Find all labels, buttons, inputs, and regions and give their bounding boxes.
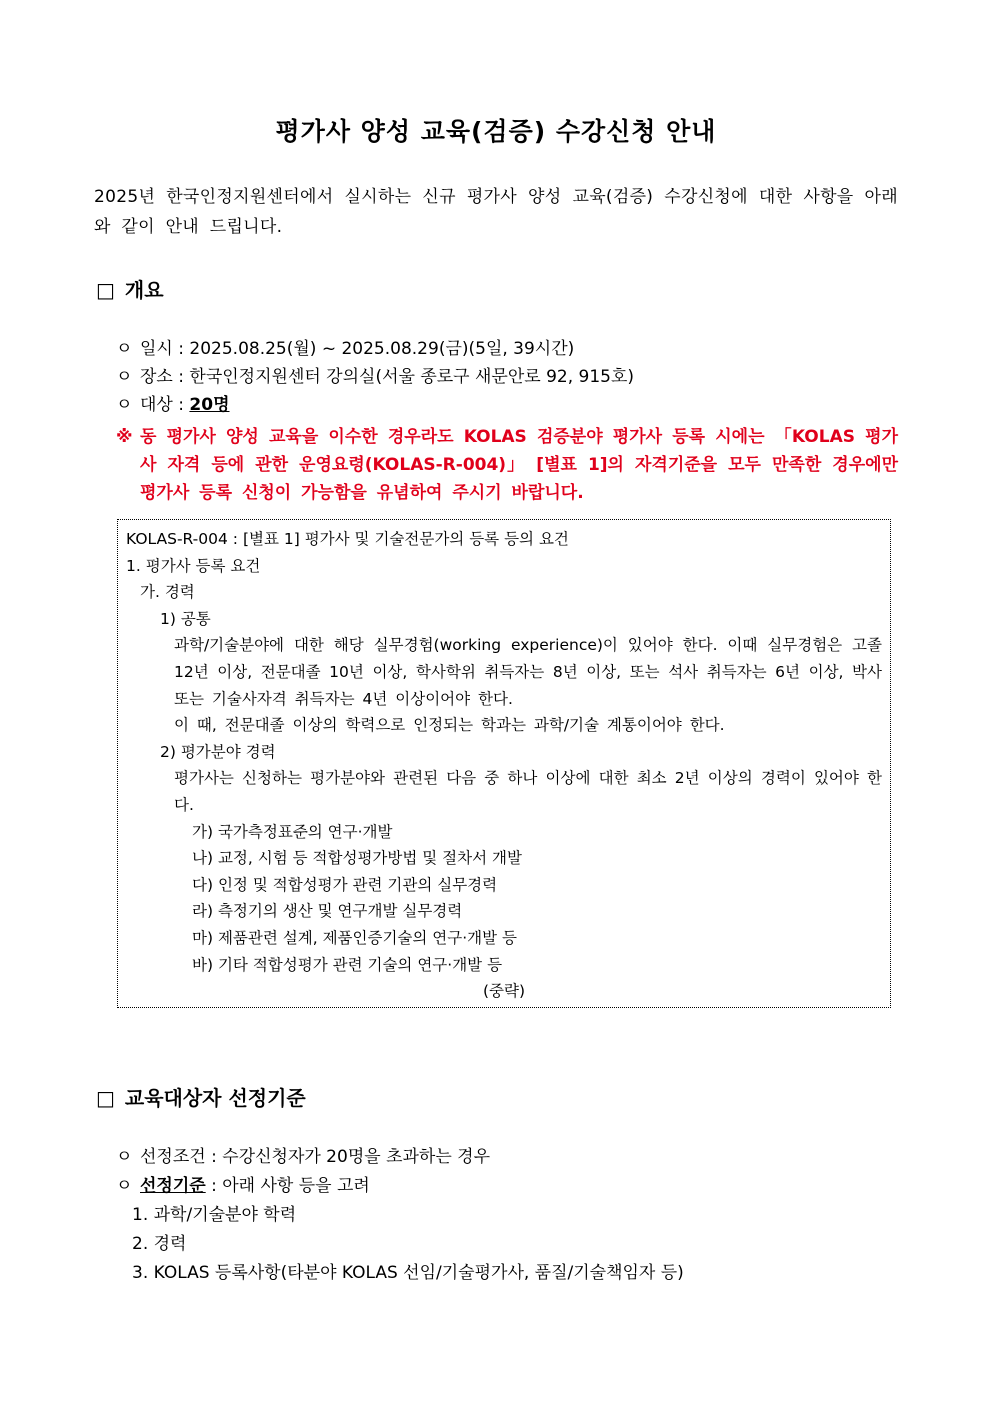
- bullet-value: 20명: [189, 395, 230, 415]
- excerpt-item: 바) 기타 적합성평가 관련 기술의 연구·개발 등: [192, 955, 503, 974]
- criteria-item: 3. KOLAS 등록사항(타분야 KOLAS 선임/기술평가사, 품질/기술책임자 등): [132, 1263, 684, 1283]
- excerpt-item: 다) 인정 및 적합성평가 관련 기관의 실무경력: [192, 875, 498, 894]
- bullet-date: ㅇ 일시 : 2025.08.25(월) ~ 2025.08.29(금)(5일, 39시간): [116, 335, 900, 363]
- excerpt-header: KOLAS-R-004 : [별표 1] 평가사 및 기술전문가의 등록 등의 요건: [126, 530, 569, 548]
- bullet-label: 선정조건: [140, 1147, 206, 1167]
- circle-bullet-icon: ㅇ: [116, 367, 133, 387]
- section-title: 개요: [124, 278, 164, 302]
- excerpt-item: 마) 제품관련 설계, 제품인증기술의 연구·개발 등: [192, 928, 518, 947]
- bullet-label: 일시: [140, 339, 173, 359]
- excerpt-paragraph: 과학/기술분야에 대한 해당 실무경험(working experience)이 있어야 한다. 이때 실무경험은 고졸 12년 이상, 전문대졸 10년 이상, 학사학위 취득자는 8년 이상, 또는 석사 취득자는 6년 이상, 박사 또는 기술사자격 취득자는 4년 이상이어야 한다.: [174, 636, 882, 708]
- excerpt-line: 1) 공통: [160, 609, 211, 628]
- note-text: 동 평가사 양성 교육을 이수한 경우라도 KOLAS 검증분야 평가사 등록 시에는 「KOLAS 평가사 자격 등에 관한 운영요령(KOLAS-R-004)」 [별표 1]의 자격기준을 모두 만족한 경우에만 평가사 등록 신청이 가능함을 유념하여 주시기 바랍니다.: [140, 427, 898, 503]
- intro-paragraph: 2025년 한국인정지원센터에서 실시하는 신규 평가사 양성 교육(검증) 수강신청에 대한 사항을 아래와 같이 안내 드립니다.: [94, 187, 898, 237]
- criteria-item: 1. 과학/기술분야 학력: [132, 1205, 297, 1225]
- bullet-label: 선정기준: [140, 1176, 206, 1196]
- bullet-criteria: ㅇ 선정기준 : 아래 사항 등을 고려: [116, 1172, 684, 1201]
- document-title: 평가사 양성 교육(검증) 수강신청 안내: [275, 117, 717, 146]
- selection-bullets: [116, 1143, 684, 1288]
- bullet-value: 한국인정지원센터 강의실(서울 종로구 새문안로 92, 915호): [189, 367, 635, 387]
- section-heading-selection: [96, 1082, 306, 1111]
- excerpt-line: 1. 평가사 등록 요건: [126, 556, 261, 575]
- circle-bullet-icon: ㅇ: [116, 339, 133, 359]
- bullet-value: 수강신청자가 20명을 초과하는 경우: [222, 1147, 491, 1167]
- checkbox-square-icon: □: [96, 1086, 115, 1110]
- bullet-location: ㅇ 장소 : 한국인정지원센터 강의실(서울 종로구 새문안로 92, 915호): [116, 363, 900, 391]
- excerpt-line: 2) 평가분야 경력: [160, 742, 276, 761]
- overview-bullets: [116, 335, 900, 419]
- circle-bullet-icon: ㅇ: [116, 395, 133, 415]
- section-heading-overview: [96, 274, 164, 303]
- bullet-target: ㅇ 대상 : 20명: [116, 391, 900, 419]
- checkbox-square-icon: □: [96, 278, 115, 302]
- excerpt-paragraph: 평가사는 신청하는 평가분야와 관련된 다음 중 하나 이상에 대한 최소 2년 이상의 경력이 있어야 한다.: [174, 769, 882, 814]
- bullet-value: 아래 사항 등을 고려: [222, 1176, 370, 1196]
- reference-mark-icon: ※: [116, 427, 133, 447]
- warning-note: [116, 423, 898, 507]
- section-title: 교육대상자 선정기준: [124, 1086, 306, 1110]
- excerpt-omitted: (중략): [482, 982, 526, 1001]
- regulation-excerpt-box: [117, 519, 891, 1008]
- bullet-value: 2025.08.25(월) ~ 2025.08.29(금)(5일, 39시간): [189, 339, 575, 359]
- bullet-label: 대상: [140, 395, 173, 415]
- circle-bullet-icon: ㅇ: [116, 1176, 133, 1196]
- excerpt-item: 가) 국가측정표준의 연구·개발: [192, 822, 393, 841]
- excerpt-paragraph: 이 때, 전문대졸 이상의 학력으로 인정되는 학과는 과학/기술 계통이어야 한다.: [174, 716, 725, 735]
- circle-bullet-icon: ㅇ: [116, 1147, 133, 1167]
- criteria-item: 2. 경력: [132, 1234, 187, 1254]
- bullet-label: 장소: [140, 367, 173, 387]
- excerpt-item: 나) 교정, 시험 등 적합성평가방법 및 절차서 개발: [192, 849, 522, 868]
- bullet-condition: ㅇ 선정조건 : 수강신청자가 20명을 초과하는 경우: [116, 1143, 684, 1172]
- excerpt-line: 가. 경력: [140, 583, 195, 602]
- excerpt-item: 라) 측정기의 생산 및 연구개발 실무경력: [192, 902, 463, 921]
